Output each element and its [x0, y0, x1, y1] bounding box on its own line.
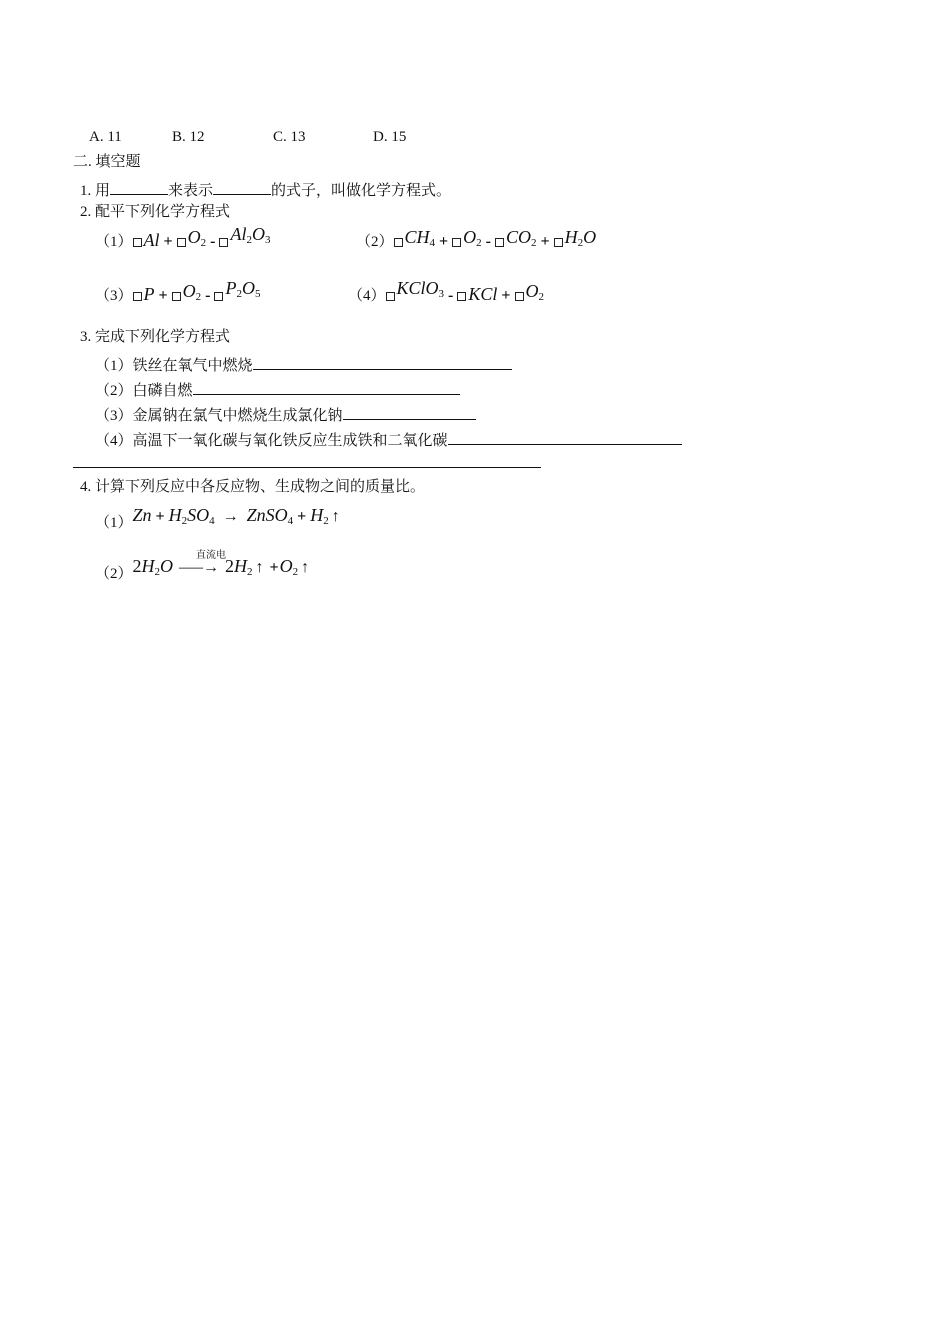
formula: $Al_2O_3$ — [230, 224, 271, 246]
reaction-condition: 直流电 — [196, 550, 227, 561]
formula: $O_2$ — [187, 227, 207, 249]
formula: $H_2$ — [310, 505, 329, 527]
q2-equation-4 — [348, 278, 544, 306]
formula: $H_2O$ — [564, 227, 597, 249]
q3-item-1-text: （1）铁丝在氧气中燃烧 — [95, 358, 253, 374]
coefficient-box[interactable] — [133, 292, 142, 301]
arrow-icon: → — [222, 508, 239, 525]
choice-a: A. 11 — [89, 129, 122, 145]
coefficient-box[interactable] — [452, 238, 461, 247]
plus-sign: + — [158, 287, 168, 304]
formula: ZnSO$_4$ — [246, 505, 294, 527]
q4-item-2-label: （2） — [95, 566, 133, 582]
choice-c: C. 13 — [273, 129, 306, 145]
q1-mid: 来表示 — [168, 183, 214, 199]
formula: $O_2$ — [279, 556, 299, 578]
formula: $2H_2O$ — [132, 556, 174, 578]
formula: $O_2$ — [182, 281, 202, 303]
coefficient-box[interactable] — [214, 292, 223, 301]
coefficient-box[interactable] — [177, 238, 186, 247]
answer-line-continuation[interactable] — [73, 467, 541, 468]
question-4-title: 4. 计算下列反应中各反应物、生成物之间的质量比。 — [80, 479, 426, 495]
coefficient-box[interactable] — [219, 238, 228, 247]
q3-item-1 — [95, 355, 512, 374]
formula: $2H_2$ — [225, 556, 253, 578]
gas-arrow-icon: ↑ — [301, 559, 310, 576]
q2-item-1-label: （1） — [95, 234, 133, 250]
formula: $O_2$ — [525, 281, 544, 303]
coefficient-box[interactable] — [133, 238, 142, 247]
plus-sign: + — [501, 287, 511, 304]
q2-item-3-label: （3） — [95, 288, 133, 304]
dash-sign: - — [210, 233, 216, 250]
formula: P — [143, 284, 155, 304]
dash-sign: - — [205, 287, 211, 304]
formula: KCl — [468, 284, 498, 304]
coefficient-box[interactable] — [172, 292, 181, 301]
q3-item-2-text: （2）白磷自燃 — [95, 383, 193, 399]
q4-item-1-label: （1） — [95, 515, 133, 531]
formula: $CH_4$ — [404, 227, 436, 249]
coefficient-box[interactable] — [495, 238, 504, 247]
section-title: 二. 填空题 — [73, 154, 141, 170]
coefficient-box[interactable] — [554, 238, 563, 247]
q2-equation-2 — [356, 227, 597, 252]
q3-item-4-text: （4）高温下一氧化碳与氧化铁反应生成铁和二氧化碳 — [95, 433, 448, 449]
plus-sign: + — [540, 233, 550, 250]
formula: KClO$_3$ — [396, 278, 445, 300]
coefficient-box[interactable] — [515, 292, 524, 301]
q4-equation-1 — [95, 505, 340, 531]
formula: $CO_2$ — [505, 227, 537, 249]
question-1 — [80, 180, 451, 199]
answer-blank[interactable] — [448, 430, 682, 445]
dash-sign: - — [485, 233, 491, 250]
q2-equation-1 — [95, 224, 271, 252]
plus-sign: + — [297, 508, 307, 525]
choice-b: B. 12 — [172, 129, 205, 145]
answer-blank[interactable] — [253, 355, 512, 370]
plus-sign: + — [155, 508, 165, 525]
q4-equation-2 — [95, 550, 310, 582]
q2-equation-3 — [95, 278, 261, 306]
dash-sign: - — [448, 287, 454, 304]
q1-blank-2[interactable] — [213, 180, 271, 195]
formula: Al — [143, 230, 160, 250]
q3-item-3 — [95, 405, 476, 424]
condition-arrow: 直流电 –––→ — [179, 550, 227, 576]
formula: $O_2$ — [463, 227, 482, 249]
question-3-title: 3. 完成下列化学方程式 — [80, 329, 231, 345]
coefficient-box[interactable] — [386, 292, 395, 301]
plus-sign: + — [269, 559, 279, 576]
answer-blank[interactable] — [343, 405, 476, 420]
q3-item-3-text: （3）金属钠在氯气中燃烧生成氯化钠 — [95, 408, 343, 424]
formula: $H_2SO_4$ — [168, 505, 215, 527]
plus-sign: + — [163, 233, 173, 250]
q2-item-2-label: （2） — [356, 234, 394, 250]
answer-blank[interactable] — [193, 380, 460, 395]
q3-item-4 — [95, 430, 682, 449]
gas-arrow-icon: ↑ — [255, 559, 264, 576]
q2-item-4-label: （4） — [348, 288, 386, 304]
question-2-title: 2. 配平下列化学方程式 — [80, 204, 231, 220]
q1-suffix: 的式子，叫做化学方程式。 — [271, 183, 452, 199]
formula: $P_2O_5$ — [225, 278, 261, 300]
formula: Zn — [132, 505, 152, 525]
plus-sign: + — [439, 233, 449, 250]
q1-prefix: 1. 用 — [80, 183, 111, 199]
choice-d: D. 15 — [373, 129, 407, 145]
gas-arrow-icon: ↑ — [331, 508, 340, 525]
coefficient-box[interactable] — [394, 238, 403, 247]
q1-blank-1[interactable] — [110, 180, 168, 195]
q3-item-2 — [95, 380, 460, 399]
coefficient-box[interactable] — [457, 292, 466, 301]
